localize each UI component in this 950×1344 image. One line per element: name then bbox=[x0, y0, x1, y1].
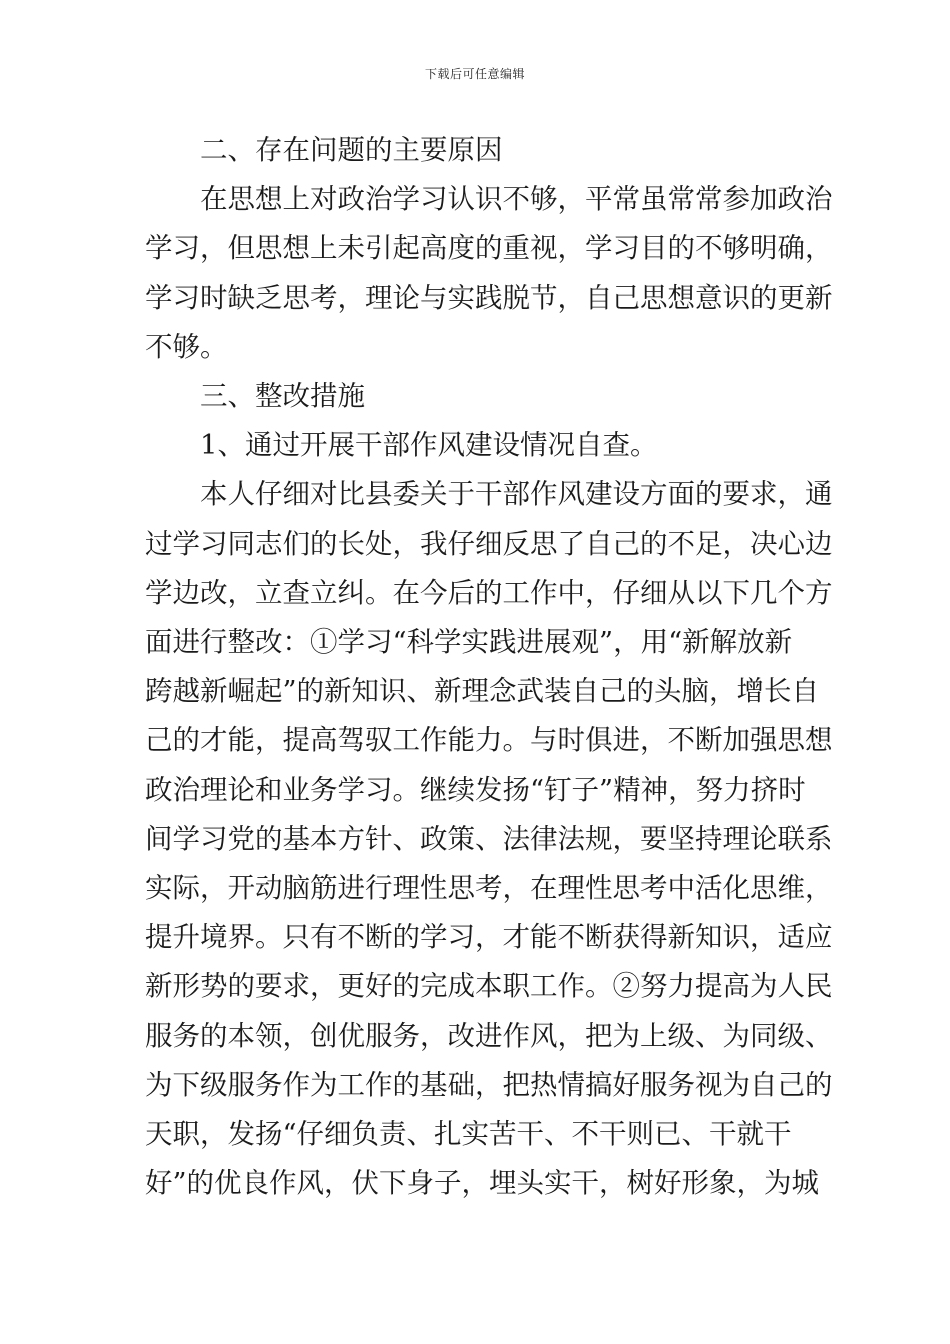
section-two-heading bbox=[145, 126, 807, 175]
paragraph-line: 本人仔细对比县委关于干部作风建设方面的要求，通 bbox=[200, 478, 833, 511]
paragraph-line: 实际，开动脑筋进行理性思考，在理性思考中活化思维， bbox=[145, 872, 833, 905]
paragraph-line: 新形势的要求，更好的完成本职工作。②努力提高为人民 bbox=[145, 970, 833, 1003]
paragraph-line: 服务的本领，创优服务，改进作风，把为上级、为同级、 bbox=[145, 1019, 833, 1052]
paragraph-line: 在思想上对政治学习认识不够，平常虽常常参加政治 bbox=[200, 183, 833, 216]
paragraph-line: 天职，发扬“仔细负责、扎实苦干、不干则已、干就干 bbox=[145, 1118, 792, 1151]
paragraph-line: 学边改，立查立纠。在今后的工作中，仔细从以下几个方 bbox=[145, 576, 833, 609]
section-three-heading bbox=[145, 372, 807, 421]
paragraph-line: 跨越新崛起”的新知识、新理念武装自己的头脑，增长自 bbox=[145, 675, 820, 708]
paragraph-line: 间学习党的基本方针、政策、法律法规，要坚持理论联系 bbox=[145, 822, 833, 855]
item-one-heading bbox=[145, 421, 807, 470]
paragraph-line: 学习时缺乏思考，理论与实践脱节，自己思想意识的更新 bbox=[145, 281, 833, 314]
paragraph-line: 好”的优良作风，伏下身子，埋头实干，树好形象，为城 bbox=[145, 1167, 820, 1200]
paragraph-line: 面进行整改：①学习“科学实践进展观”，用“新解放新 bbox=[145, 626, 793, 659]
paragraph-line: 政治理论和业务学习。继续发扬“钉子”精神，努力挤时 bbox=[145, 773, 806, 806]
paragraph-line: 提升境界。只有不断的学习，才能不断获得新知识，适应 bbox=[145, 921, 833, 954]
paragraph-line: 己的才能，提高驾驭工作能力。与时俱进，不断加强思想 bbox=[145, 724, 833, 757]
heading-line: 1、通过开展干部作风建设情况自查。 bbox=[200, 429, 658, 462]
heading-line: 二、存在问题的主要原因 bbox=[200, 134, 503, 166]
heading-line: 三、整改措施 bbox=[200, 380, 365, 413]
document-body bbox=[145, 126, 833, 1208]
item-one-paragraph bbox=[145, 470, 833, 1208]
paragraph-line: 过学习同志们的长处，我仔细反思了自己的不足，决心边 bbox=[145, 527, 833, 560]
header-note: 下载后可任意编辑 bbox=[424, 67, 525, 81]
paragraph-line: 学习，但思想上未引起高度的重视，学习目的不够明确， bbox=[145, 232, 833, 265]
paragraph-line: 为下级服务作为工作的基础，把热情搞好服务视为自己的 bbox=[145, 1068, 833, 1101]
section-two-paragraph bbox=[145, 175, 833, 372]
paragraph-line: 不够。 bbox=[145, 330, 228, 363]
